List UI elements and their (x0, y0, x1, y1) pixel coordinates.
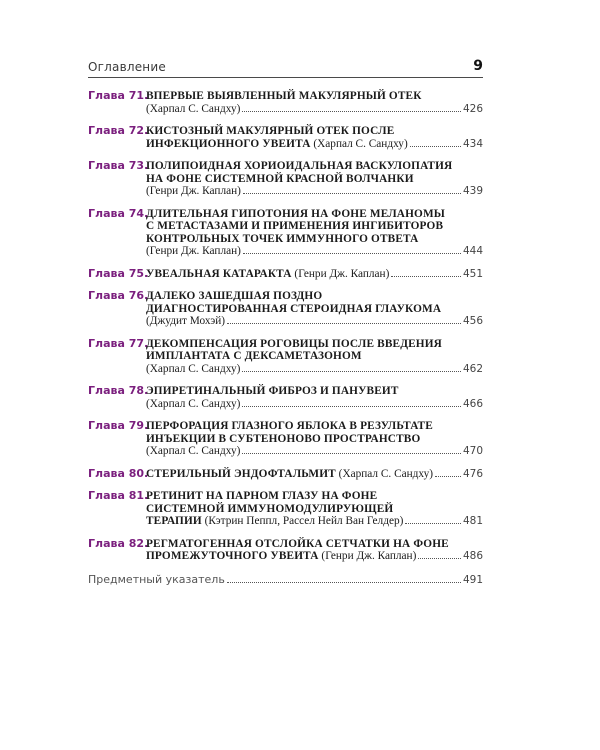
chapter-number: Глава 71. (88, 89, 149, 102)
leader-dots (418, 558, 461, 559)
chapter-number: Глава 78. (88, 384, 149, 397)
chapter-author: (Харпал С. Сандху) (146, 362, 241, 375)
toc-entry[interactable] (88, 160, 483, 198)
chapter-title-line: ТЕРАПИИ (146, 515, 202, 527)
chapter-title-line: ПОЛИПОИДНАЯ ХОРИОИДАЛЬНАЯ ВАСКУЛОПАТИЯ (146, 160, 453, 172)
leader-dots (391, 276, 461, 277)
chapter-number: Глава 75. (88, 266, 149, 280)
leader-dots (242, 406, 461, 407)
chapter-author: (Харпал С. Сандху) (146, 102, 241, 115)
chapter-title: ВПЕРВЫЕ ВЫЯВЛЕННЫЙ МАКУЛЯРНЫЙ ОТЕК (146, 90, 422, 102)
chapter-number: Глава 79. (88, 419, 149, 432)
chapter-number: Глава 77. (88, 336, 149, 350)
table-of-contents (88, 90, 483, 586)
page-ref: 481 (462, 515, 483, 527)
leader-dots (227, 582, 461, 583)
header-title: Оглавление (88, 60, 166, 74)
chapter-author: (Генри Дж. Каплан) (146, 245, 241, 257)
chapter-title: УВЕАЛЬНАЯ КАТАРАКТА (146, 267, 292, 280)
chapter-number: Глава 76. (88, 289, 149, 302)
page-ref: 470 (462, 445, 483, 457)
chapter-author: (Харпал С. Сандху) (310, 137, 408, 150)
toc-entry[interactable] (88, 468, 483, 481)
page-ref: 462 (462, 362, 483, 375)
chapter-author: (Генри Дж. Каплан) (318, 550, 417, 562)
page-ref: 439 (462, 185, 483, 197)
chapter-title-line: ДЕКОМПЕНСАЦИЯ РОГОВИЦЫ ПОСЛЕ ВВЕДЕНИЯ (146, 337, 442, 350)
page-ref: 466 (462, 397, 483, 410)
leader-dots (410, 146, 461, 147)
page-ref: 456 (462, 315, 483, 327)
leader-dots (405, 523, 461, 524)
chapter-title-line: РЕТИНИТ НА ПАРНОМ ГЛАЗУ НА ФОНЕ (146, 490, 378, 502)
leader-dots (243, 253, 461, 254)
toc-entry[interactable] (88, 538, 483, 563)
chapter-author: (Генри Дж. Каплан) (291, 267, 390, 280)
leader-dots (242, 111, 461, 112)
leader-dots (242, 453, 461, 454)
chapter-number: Глава 74. (88, 206, 149, 220)
chapter-author: (Кэтрин Пеппл, Рассел Нейл Ван Гелдер) (201, 515, 404, 527)
toc-entry[interactable] (88, 90, 483, 115)
chapter-number: Глава 80. (88, 466, 149, 480)
chapter-author: (Харпал С. Сандху) (335, 467, 434, 480)
chapter-author: (Харпал С. Сандху) (146, 445, 241, 457)
page-ref: 426 (462, 102, 483, 115)
chapter-author: (Харпал С. Сандху) (146, 397, 241, 410)
chapter-title-line: ПЕРФОРАЦИЯ ГЛАЗНОГО ЯБЛОКА В РЕЗУЛЬТАТЕ (146, 420, 433, 432)
chapter-title-line: ПРОМЕЖУТОЧНОГО УВЕИТА (146, 550, 319, 562)
toc-entry[interactable] (88, 125, 483, 150)
page-number: 9 (473, 58, 483, 74)
chapter-author: (Джудит Мохэй) (146, 315, 226, 327)
chapter-title-line: КИСТОЗНЫЙ МАКУЛЯРНЫЙ ОТЕК ПОСЛЕ (146, 125, 395, 137)
toc-entry[interactable] (88, 385, 483, 410)
chapter-title-line: НА ФОНЕ СИСТЕМНОЙ КРАСНОЙ ВОЛЧАНКИ (146, 172, 414, 185)
toc-entry[interactable] (88, 490, 483, 528)
chapter-title-line: КОНТРОЛЬНЫХ ТОЧЕК ИММУННОГО ОТВЕТА (146, 232, 419, 245)
chapter-title-line: СИСТЕМНОЙ ИММУНОМОДУЛИРУЮЩЕЙ (146, 502, 394, 515)
chapter-title-line: ИНФЕКЦИОННОГО УВЕИТА (146, 137, 311, 150)
toc-entry[interactable] (88, 208, 483, 258)
chapter-title-line: С МЕТАСТАЗАМИ И ПРИМЕНЕНИЯ ИНГИБИТОРОВ (146, 220, 444, 232)
toc-entry[interactable] (88, 290, 483, 328)
page-ref: 476 (462, 467, 483, 480)
chapter-title-line: ЭПИРЕТИНАЛЬНЫЙ ФИБРОЗ И ПАНУВЕИТ (146, 385, 399, 397)
leader-dots (242, 371, 461, 372)
toc-entry[interactable] (88, 268, 483, 281)
chapter-title-line: РЕГМАТОГЕННАЯ ОТСЛОЙКА СЕТЧАТКИ НА ФОНЕ (146, 537, 449, 550)
page-ref: 486 (462, 550, 483, 562)
chapter-title-line: ДАЛЕКО ЗАШЕДШАЯ ПОЗДНО (146, 290, 323, 302)
page-ref: 491 (462, 573, 483, 586)
chapter-number: Глава 72. (88, 124, 149, 137)
chapter-number: Глава 82. (88, 536, 149, 550)
page-ref: 444 (462, 245, 483, 257)
index-label: Предметный указатель (88, 572, 225, 586)
chapter-title: СТЕРИЛЬНЫЙ ЭНДОФТАЛЬМИТ (146, 467, 336, 480)
toc-index-entry[interactable] (88, 573, 483, 586)
chapter-title-line: ДЛИТЕЛЬНАЯ ГИПОТОНИЯ НА ФОНЕ МЕЛАНОМЫ (146, 207, 446, 220)
leader-dots (243, 193, 461, 194)
running-header (88, 52, 483, 78)
chapter-title-line: ИНЪЕКЦИИ В СУБТЕНОНОВО ПРОСТРАНСТВО (146, 432, 421, 445)
chapter-author: (Генри Дж. Каплан) (146, 185, 241, 197)
chapter-title-line: ИМПЛАНТАТА С ДЕКСАМЕТАЗОНОМ (146, 350, 362, 362)
chapter-number: Глава 73. (88, 159, 149, 172)
toc-entry[interactable] (88, 420, 483, 458)
page-ref: 434 (462, 137, 483, 150)
leader-dots (435, 476, 461, 477)
toc-entry[interactable] (88, 338, 483, 376)
chapter-number: Глава 81. (88, 489, 149, 502)
leader-dots (227, 323, 461, 324)
page-ref: 451 (462, 267, 483, 280)
chapter-title-line: ДИАГНОСТИРОВАННАЯ СТЕРОИДНАЯ ГЛАУКОМА (146, 302, 442, 315)
